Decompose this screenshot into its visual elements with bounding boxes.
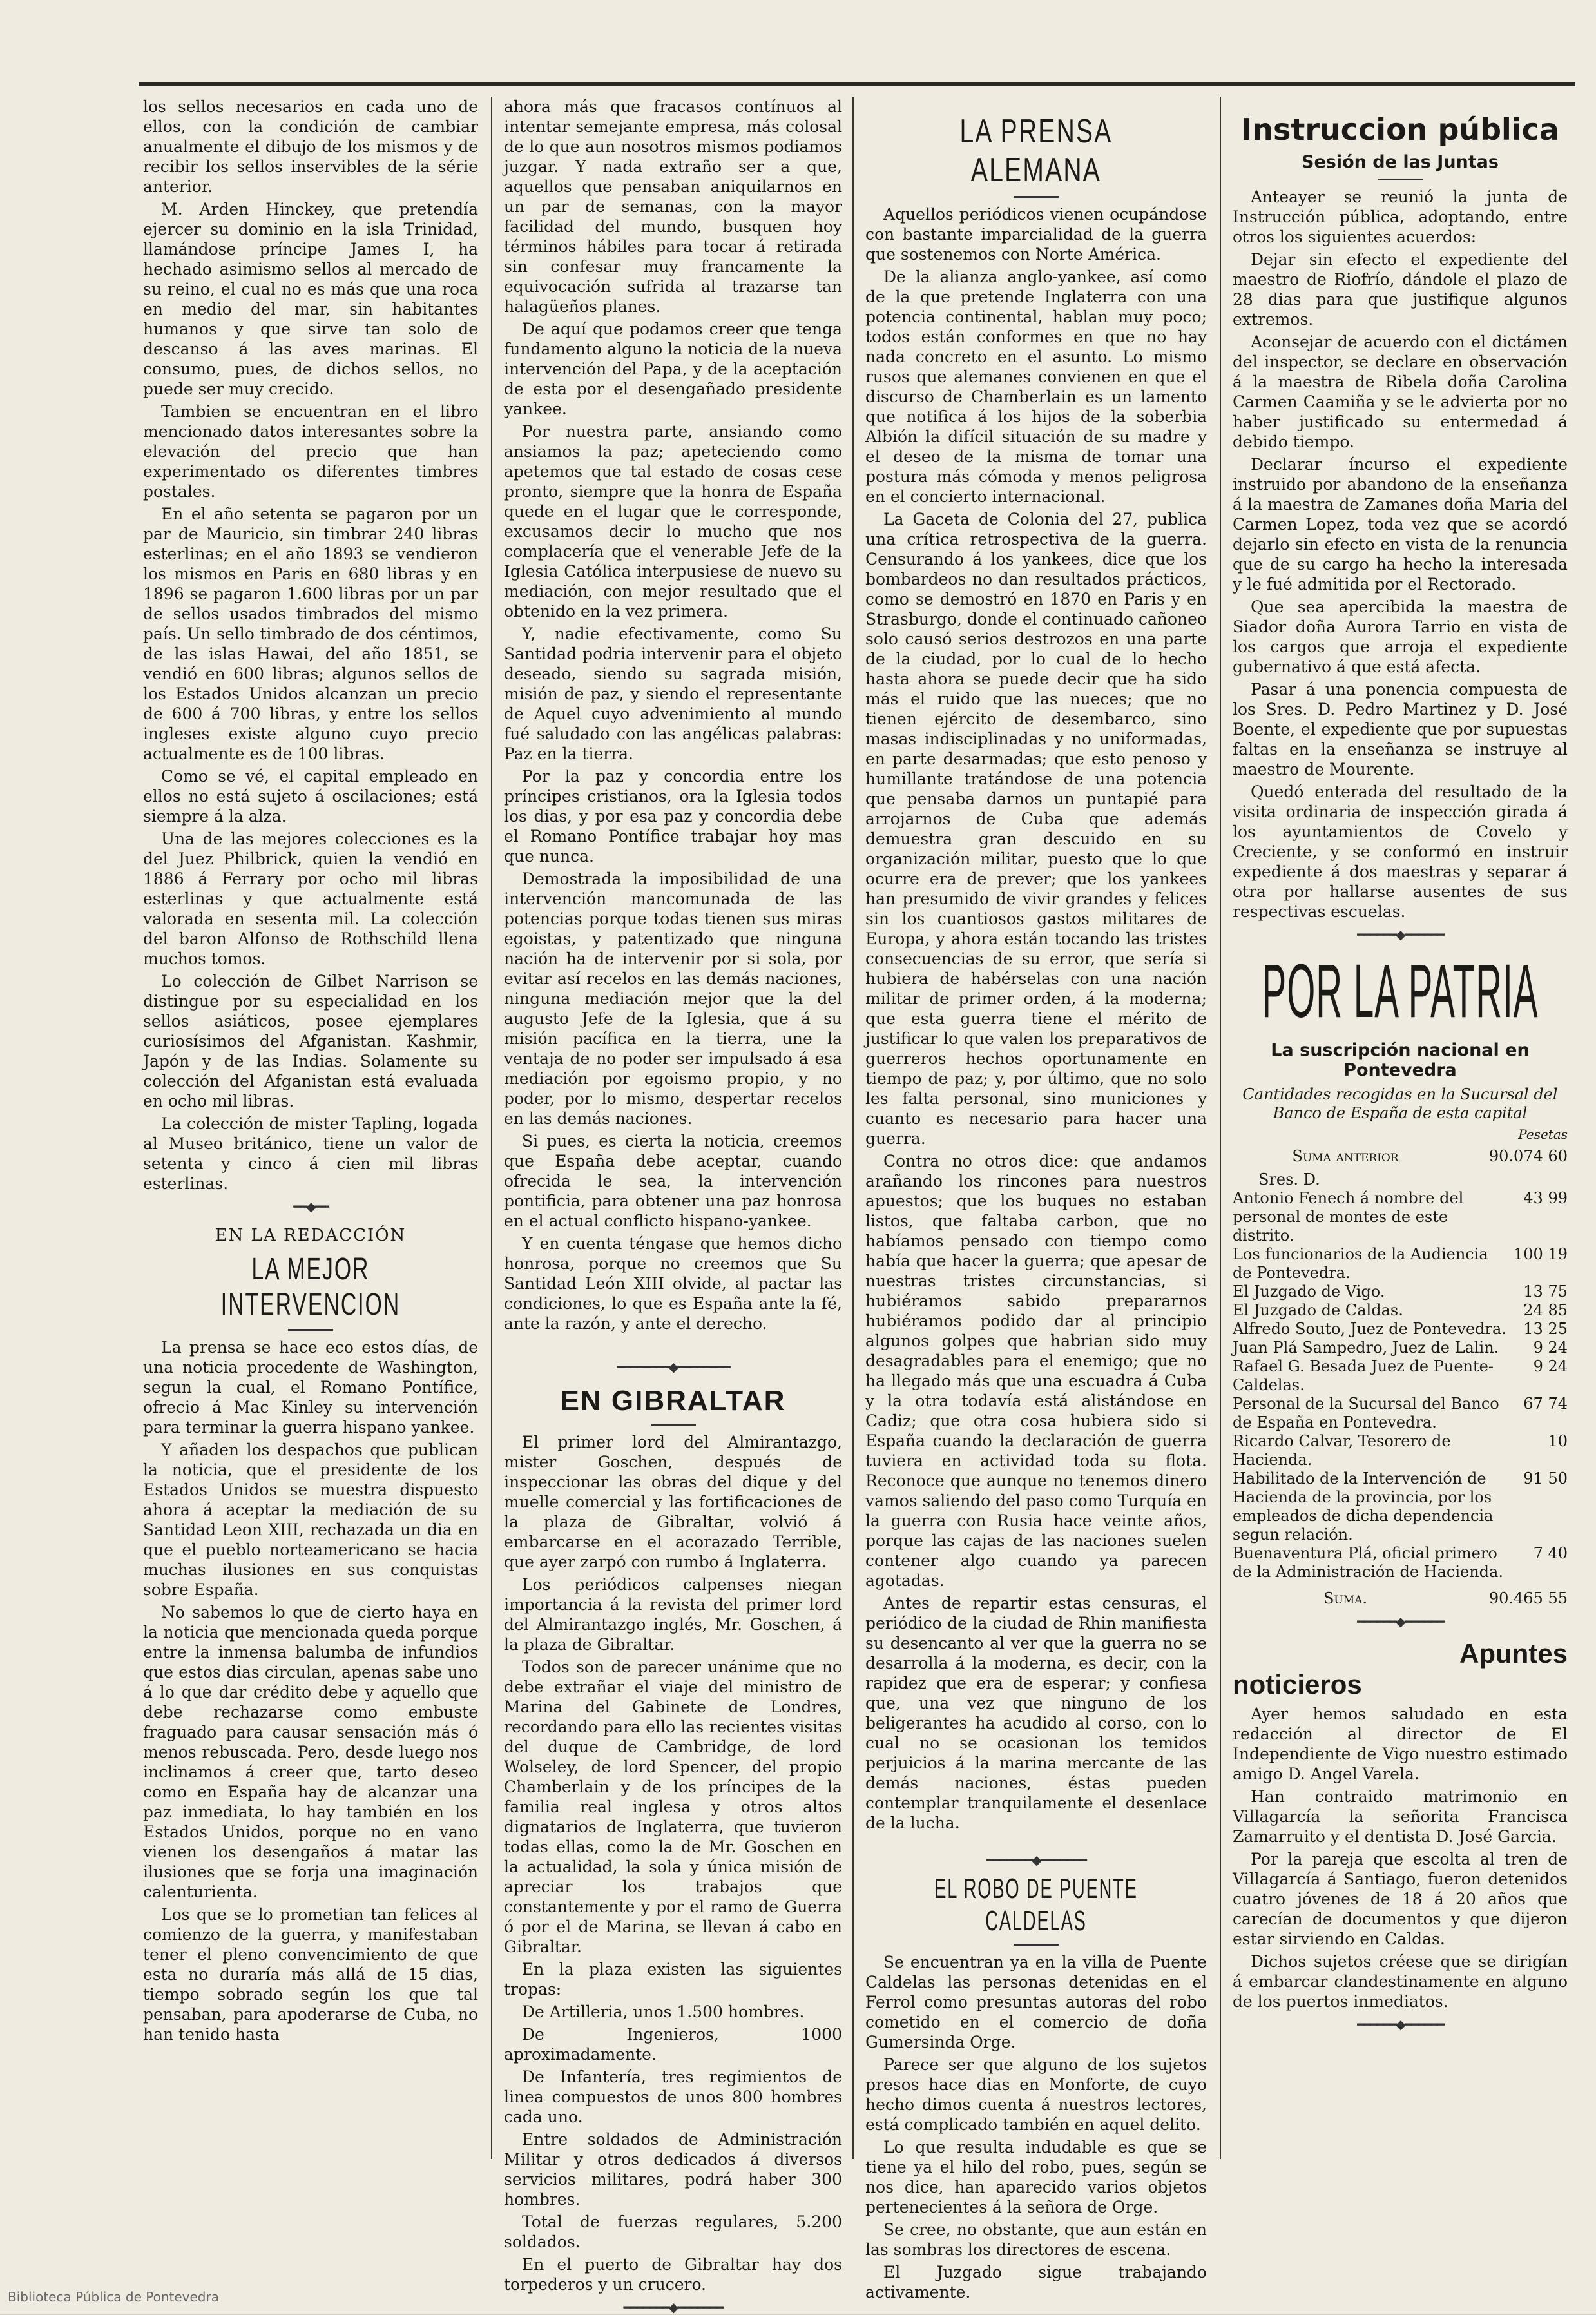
subhead-suscripcion: La suscripción nacional en Pontevedra	[1271, 1040, 1530, 1080]
donation-row	[1233, 1469, 1568, 1544]
paragraph: De Infantería, tres regimientos de linea compuestos de unos 800 hombres cada uno.	[504, 2068, 842, 2126]
paragraph: Aquellos periódicos vienen ocupándose con bastante imparcialidad de la guerra que sostenemos con Norte América.	[865, 205, 1207, 264]
donation-row	[1233, 1544, 1568, 1582]
paragraph: Todos son de parecer unánime que no debe extrañar el viaje del ministro de Marina del Gabinete de Londres, recordando para ello las recientes visitas del duque de Cambridge, de lord Wolseley, de lord Spencer, del propio Chamberlain y de los príncipes de la familia real inglesa y otros altos dignatarios de Inglaterra, que tuvieron todas ellas, como la de Mr. Goschen en la actualidad, la sola y única misión de apreciar los trabajos que constantemente y por el ramo de Guerra ó por el de Marina, se llevan á cabo en Gibraltar.	[504, 1658, 842, 1956]
short-rule	[1378, 179, 1423, 180]
article-apuntes	[1233, 1704, 1568, 2011]
paragraph: Por nuestra parte, ansiando como ansiamos la paz; apeteciendo como apetemos que tal estado de cosas cese pronto, siempre que la honra de España quede en el lugar que le corresponde, excusamos decir lo mucho que nos complacería que el venerable Jefe de la Iglesia Católica interpusiese de nuevo su mediación, con mejor resultado que el obtenido en la vez primera.	[504, 422, 842, 621]
subhead-sesion: Sesión de las Juntas	[1302, 152, 1499, 172]
donation-name: Los funcionarios de la Audiencia de Pontevedra.	[1233, 1245, 1488, 1282]
paragraph: Que sea apercibida la maestra de Siador doña Aurora Tarrio en vista de los cargos que arroja el expediente gubernativo á que está afecta.	[1233, 597, 1568, 676]
article-sellos	[143, 97, 478, 1194]
donation-amount: 10	[1548, 1432, 1568, 1450]
sum-total-row	[1233, 1588, 1568, 1609]
donation-name: Buenaventura Plá, oficial primero de la Administración de Hacienda.	[1233, 1544, 1503, 1581]
headline-prensa-alemana: LA PRENSA ALEMANA	[959, 113, 1113, 189]
sum-total-amount: 90.465 55	[1488, 1589, 1568, 1607]
sum-total-label: Suma.	[1323, 1589, 1368, 1607]
library-credit: Biblioteca Pública de Pontevedra	[8, 2289, 219, 2305]
paragraph: De aquí que podamos creer que tenga fundamento alguno la noticia de la nueva intervención del Papa, y de la aceptación de esta por el desengañado presidente yankee.	[504, 320, 842, 418]
column-divider	[1220, 97, 1221, 2159]
paragraph: Han contraido matrimonio en Villagarcía la señorita Francisca Zamarruito y el dentista D. José Garcia.	[1233, 1787, 1568, 1846]
column-divider	[491, 97, 492, 2159]
short-rule	[288, 1329, 333, 1331]
paragraph: En el año setenta se pagaron por un par de Mauricio, sin timbrar 240 libras esterlinas; en el año 1893 se vendieron los mismos en Paris en 680 libras y en 1896 se pagaron 1.600 libras por un par de sellos usados timbrados del mismo país. Un sello timbrado de dos céntimos, de las islas Hawai, del año 1851, se vendió en 600 libras; algunos sellos de los Estados Unidos alcanzan un precio de 600 á 700 libras, y entre los sellos ingleses existe alguno cuyo precio actualmente es de 100 libras.	[143, 505, 478, 763]
paragraph: Si pues, es cierta la noticia, creemos que España debe aceptar, cuando ofrecida le sea, la intervención pontificia, para obtener una paz honrosa en el actual conflicto hispano-yankee.	[504, 1132, 842, 1230]
apuntes-line1: Apuntes	[1459, 1638, 1568, 1669]
paragraph: Se encuentran ya en la villa de Puente Caldelas las personas detenidas en el Ferrol como presuntas autoras del robo cometido en el comercio de doña Gumersinda Orge.	[865, 1953, 1207, 2051]
ornament-divider: ━━━━━━━◆━━━━━━━	[623, 2300, 723, 2315]
donation-row	[1233, 1320, 1568, 1339]
paragraph: El primer lord del Almirantazgo, mister Goschen, después de inspeccionar las obras del dique y del muelle comercial y las fortificaciones de la plaza de Gibraltar, volvió á embarcarse en el acorazado Terrible, que ayer zarpó con rumbo á Inglaterra.	[504, 1433, 842, 1571]
donation-amount: 67 74	[1523, 1395, 1568, 1413]
paragraph: Por la pareja que escolta al tren de Villagarcía á Santiago, fueron detenidos cuatro jóvenes de 18 á 20 años que carecían de documentos y que dijeron estar sirviendo en Caldas.	[1233, 1850, 1568, 1948]
donation-row	[1233, 1395, 1568, 1432]
top-rule	[139, 82, 1575, 86]
donation-name: Habilitado de la Intervención de Hacienda de la provincia, por los empleados de dicha dependencia segun relación.	[1233, 1469, 1494, 1544]
paragraph: En la plaza existen las siguientes tropas:	[504, 1960, 842, 1999]
donation-amount: 9 24	[1533, 1339, 1568, 1357]
paragraph: De la alianza anglo-yankee, así como de la que pretende Inglaterra con una potencia continental, hablan muy poco; todos están conformes en que no hay nada concreto en el asunto. Lo mismo rusos que alemanes convienen en que el discurso de Chamberlain es un lamento que notifica á los hijos de la soberbia Albión la difícil situación de su madre y el deseo de la misma de tomar una postura más cómoda y menos peligrosa en el concierto internacional.	[865, 267, 1207, 506]
paragraph: De Ingenieros, 1000 aproximadamente.	[504, 2025, 842, 2064]
donations-list	[1233, 1189, 1568, 1582]
sum-previous-row	[1233, 1146, 1568, 1167]
italic-subtitle: Cantidades recogidas en la Sucursal del Banco de España de esta capital	[1242, 1085, 1558, 1122]
paragraph: Entre soldados de Administración Militar y otros dedicados á diversos servicios militares, podrá haber 300 hombres.	[504, 2130, 842, 2209]
donation-amount: 91 50	[1523, 1469, 1568, 1487]
column-2	[504, 97, 842, 2315]
paragraph: Antes de repartir estas censuras, el periódico de la ciudad de Rhin manifiesta su desencanto al ver que la guerra no se desarrolla á la moderna, es decir, con la rapidez que era de esperar; y confiesa que, una vez que ninguno de los beligerantes ha acudido al corso, con lo cual no se ocasionan los temidos perjuicios á la marina mercante de las demás naciones, éstas pueden contemplar tranquilamente el desenlace de la lucha.	[865, 1594, 1207, 1832]
paragraph: Tambien se encuentran en el libro mencionado datos interesantes sobre la elevación del precio que han experimentado os diferentes timbres postales.	[143, 402, 478, 501]
paragraph: Como se vé, el capital empleado en ellos no está sujeto á oscilaciones; está siempre á la alza.	[143, 767, 478, 826]
donation-amount: 13 75	[1523, 1283, 1568, 1301]
paragraph: Pasar á una ponencia compuesta de los Sres. D. Pedro Martinez y D. José Boente, el expediente que por supuestas faltas en la enseñanza se instruye al maestro de Mourente.	[1233, 680, 1568, 779]
sum-previous-label: Suma anterior	[1292, 1147, 1399, 1165]
paragraph: Lo que resulta indudable es que se tiene ya el hilo del robo, pues, según se nos dice, han aparecido varios objetos pertenecientes á la señora de Orge.	[865, 2138, 1207, 2216]
headline-gibraltar: EN GIBRALTAR	[560, 1385, 786, 1417]
paragraph: Quedó enterada del resultado de la visita ordinaria de inspección girada á los ayuntamientos de Covelo y Creciente, y se conformó en instruir expediente á dos maestras y separar á otra por hallarse ausentes de sus respectivas escuelas.	[1233, 782, 1568, 921]
donation-amount: 100 19	[1514, 1245, 1568, 1263]
donation-name: El Juzgado de Vigo.	[1233, 1283, 1385, 1301]
headline-instruccion: Instruccion pública	[1241, 112, 1559, 147]
headline-apuntes	[1233, 1638, 1568, 1700]
paragraph: Y en cuenta téngase que hemos dicho honrosa, porque no creemos que Su Santidad León XIII olvide, al pactar las condiciones, lo que es España ante la fé, ante la razón, y ante el derecho.	[504, 1234, 842, 1333]
donation-amount: 13 25	[1523, 1320, 1568, 1338]
srs-label: Sres. D.	[1258, 1170, 1320, 1188]
column-3	[865, 97, 1207, 2301]
short-rule	[651, 1424, 696, 1426]
paragraph: Lo colección de Gilbet Narrison se distingue por su especialidad en los sellos asiáticos, posee ejemplares curiosísimos del Afganistan. Kashmir, Japón y de las Indias. Solamente su colección del Afganistan está evaluada en ocho mil libras.	[143, 972, 478, 1110]
paragraph: Total de fuerzas regulares, 5.200 soldados.	[504, 2213, 842, 2251]
paragraph: No sabemos lo que de cierto haya en la noticia que mencionada queda porque entre la inmensa balumba de infundios que estos dias circulan, apenas sabe uno á lo que dar crédito debe y aquello que debe rechazarse como embuste fraguado para causar sensación más ó menos rebuscada. Pero, desde luego nos inclinamos á creer que, tarto deseo como en España hay de alcanzar una paz inmediata, lo hay también en los Estados Unidos, porque no en vano vienen los desengaños á matar las ilusiones que se forja una imaginación calenturienta.	[143, 1603, 478, 1901]
ornament-divider: ━━━━━━◆━━━━━━	[1357, 927, 1443, 942]
donation-amount: 7 40	[1533, 1544, 1568, 1562]
column-4	[1233, 97, 1568, 2236]
column-1	[143, 97, 478, 2236]
section-label: EN LA REDACCIÓN	[215, 1226, 407, 1245]
ornament-divider: ━━━━━━━◆━━━━━━━	[986, 1852, 1086, 1868]
article-gibraltar	[504, 1432, 842, 2294]
headline-intervencion: LA MEJOR INTERVENCION	[220, 1252, 401, 1322]
paragraph: Parece ser que alguno de los sujetos presos hace dias en Monforte, de cuyo hecho dimos cuenta á nuestros lectores, está complicado también en aquel delito.	[865, 2055, 1207, 2134]
apuntes-line2: noticieros	[1233, 1669, 1362, 1700]
donation-row	[1233, 1245, 1568, 1283]
donation-name: Rafael G. Besada Juez de Puente-Caldelas.	[1233, 1357, 1494, 1394]
ornament-divider: ━━◆━━	[293, 1199, 328, 1214]
paragraph: Se cree, no obstante, que aun están en las sombras los directores de escena.	[865, 2220, 1207, 2259]
paragraph: Y añaden los despachos que publican la noticia, que el presidente de los Estados Unidos se muestra dispuesto ahora á aceptar la mediación de su Santidad Leon XIII, rechazada un dia en que el pueblo norteamericano se hacia muchas ilusiones en sus conquistas sobre España.	[143, 1440, 478, 1599]
short-rule	[1014, 196, 1059, 198]
column-divider	[852, 97, 854, 2159]
ornament-divider: ━━━━━━◆━━━━━━	[1357, 2017, 1443, 2032]
paragraph: Los que se lo prometian tan felices al comienzo de la guerra, y manifestaban tener el pleno convencimiento de que esta no duraría más allá de 15 dias, tiempo sobrado según los que tal pensaban, para apoderarse de Cuba, no han tenido hasta	[143, 1905, 478, 2044]
donation-amount: 24 85	[1523, 1301, 1568, 1319]
donation-amount: 43 99	[1523, 1189, 1568, 1207]
paragraph: Anteayer se reunió la junta de Instrucción pública, adoptando, entre otros los siguientes acuerdos:	[1233, 188, 1568, 246]
paragraph: Dejar sin efecto el expediente del maestro de Riofrío, dándole el plazo de 28 dias para que justifique algunos extremos.	[1233, 250, 1568, 329]
headline-robo: EL ROBO DE PUENTE CALDELAS	[934, 1873, 1138, 1937]
donation-name: Personal de la Sucursal del Banco de España en Pontevedra.	[1233, 1395, 1499, 1431]
donation-name: El Juzgado de Caldas.	[1233, 1301, 1403, 1319]
paragraph: Dichos sujetos créese que se dirigían á embarcar clandestinamente en alguno de los puertos inmediatos.	[1233, 1952, 1568, 2011]
ornament-divider: ━━━━━━━━◆━━━━━━━━	[617, 1359, 729, 1375]
paragraph: Una de las mejores colecciones es la del Juez Philbrick, quien la vendió en 1886 á Ferrary por ocho mil libras esterlinas y que actualmente está valorada en sesenta mil. La colección del baron Alfonso de Rothschild llena muchos tomos.	[143, 829, 478, 968]
paragraph: El Juzgado sigue trabajando activamente.	[865, 2263, 1207, 2301]
paragraph: Contra no otros dice: que andamos arañando los rincones para nuestros apuestos; que los buques no estaban listos, que faltaba carbon, que no habíamos pensado con tiempo como había que hacer la guerra; que apesar de nuestras tristes circunstancias, si hubiéramos sabido prepararnos hubiéramos podido dar al principio algunos golpes que habrian sido muy desagradables para el enemigo; que no ha llegado más que una escuadra á Cuba y la otra todavía está alistándose en Cadiz; que otra cosa hubiera sido si España cuando la declaración de guerra tuviera en actividad toda su flota. Reconoce que aunque no tenemos dinero vamos saliendo del paso como Turquía en la guerra con Rusia hace veinte años, porque las cajas de las naciones suelen contener algo cuando ya parecen agotadas.	[865, 1152, 1207, 1590]
paragraph: La Gaceta de Colonia del 27, publica una crítica retrospectiva de la guerra. Censurando á los yankees, dice que los bombardeos no dan resultados prácticos, como se demostró en 1870 en Paris y en Strasburgo, donde el continuado cañoneo solo causó serios destrozos en una parte de la ciudad, por lo cual de lo hecho hasta ahora se puede decir que ha sido más el ruido que las nueces; que no tienen ejército de desembarco, sino masas indisciplinadas y no uniformadas, en parte desarmadas; que esto penoso y humillante tratándose de una potencia que pensaba darnos un puntapié para arrojarnos de Cuba que además demuestra gran descuido en su organización militar, puesto que lo que ocurre era de prever; que los yankees han presumido de vivir grandes y felices sin los cuantiosos gastos militares de Europa, y ahora están tocando las tristes consecuencias de su error, que sería si hubiera de habérselas con una nación militar de primer orden, á la moderna; que esta guerra tiene el mérito de justificar lo que valen los preparativos de guerreros hechos oportunamente en tiempo de paz; y, por último, que no solo les falta personal, sino municiones y cuanto es necesario para hacer una guerra.	[865, 510, 1207, 1148]
paragraph: los sellos necesarios en cada uno de ellos, con la condición de cambiar anualmente el dibujo de los mismos y de recibir los sellos inservibles de la série anterior.	[143, 97, 478, 196]
paragraph: Por la paz y concordia entre los príncipes cristianos, ora la Iglesia todos los dias, y por esa paz y concordia debe el Romano Pontífice trabajar hoy mas que nunca.	[504, 767, 842, 866]
article-prensa-alemana	[865, 204, 1207, 1833]
sum-previous-amount: 90.074 60	[1488, 1147, 1568, 1165]
headline-por-la-patria: POR LA PATRIA	[1262, 949, 1539, 1034]
paragraph: Y, nadie efectivamente, como Su Santidad podria intervenir para el objeto deseado, siendo su sagrada misión, misión de paz, y siendo el representante de Aquel cuyo advenimiento al mundo fué saludado con las angélicas palabras: Paz en la tierra.	[504, 625, 842, 763]
srs-label-row	[1233, 1170, 1568, 1189]
paragraph: M. Arden Hinckey, que pretendía ejercer su dominio en la isla Trinidad, llamándose príncipe James I, ha hechado asimismo sellos al mercado de su reino, el cual no es más que una roca en medio del mar, sin habitantes humanos y que sirve tan solo de descanso á las aves marinas. El consumo, pues, de dichos sellos, no puede ser muy crecido.	[143, 200, 478, 398]
donation-name: Juan Plá Sampedro, Juez de Lalin.	[1233, 1339, 1499, 1357]
donation-row	[1233, 1339, 1568, 1357]
ornament-divider: ━━━━━━◆━━━━━━	[1357, 1614, 1443, 1629]
paragraph: Aconsejar de acuerdo con el dictámen del inspector, se declare en observación á la maestra de Ribela doña Carolina Carmen Caamiña y se le advierta por no haber justificado su entermedad á debido tiempo.	[1233, 333, 1568, 451]
article-robo	[865, 1952, 1207, 2302]
paragraph: La colección de mister Tapling, logada al Museo británico, tiene un valor de setenta y cinco á cien mil libras esterlinas.	[143, 1114, 478, 1193]
donation-name: Alfredo Souto, Juez de Pontevedra.	[1233, 1320, 1506, 1338]
paragraph: Los periódicos calpenses niegan importancia á la revista del primer lord del Almirantazgo inglés, Mr. Goschen, á la plaza de Gibraltar.	[504, 1575, 842, 1654]
donation-row	[1233, 1432, 1568, 1469]
donation-row	[1233, 1283, 1568, 1301]
article-instruccion	[1233, 187, 1568, 922]
pesetas-label: Pesetas	[1518, 1127, 1568, 1142]
donation-name: Antonio Fenech á nombre del personal de montes de este distrito.	[1233, 1189, 1464, 1245]
paragraph: ahora más que fracasos contínuos al intentar semejante empresa, más colosal de lo que aun nosotros mismos podiamos juzgar. Y nada extraño ser a que, aquellos que pensaban aniquilarnos en un par de semanas, con la mayor facilidad del mundo, busquen hoy términos hábiles para tocar á retirada sin confesar muy francamente la equivocación sufrida al trazarse tan halagüeños planes.	[504, 97, 842, 316]
paragraph: En el puerto de Gibraltar hay dos torpederos y un crucero.	[504, 2255, 842, 2294]
paragraph: La prensa se hace eco estos días, de una noticia procedente de Washington, segun la cual, el Romano Pontífice, ofrecio á Mac Kinley su intervención para terminar la guerra hispano yankee.	[143, 1338, 478, 1437]
article-intervencion-cont	[504, 97, 842, 1333]
paragraph: Declarar íncurso el expediente instruido por abandono de la enseñanza á la maestra de Zamanes doña Maria del Carmen Lopez, toda vez que se acordó dejarlo sin efecto en vista de la renuncia que de su cargo ha hecho la interesada y le fué admitida por el Rectorado.	[1233, 455, 1568, 594]
donation-name: Ricardo Calvar, Tesorero de Hacienda.	[1233, 1432, 1451, 1469]
short-rule	[1014, 1944, 1059, 1946]
paragraph: Demostrada la imposibilidad de una intervención mancomunada de las potencias porque todas tienen sus miras egoistas, y patentizado que ninguna nación ha de intervenir por si sola, por evitar así recelos en las demás naciones, ninguna mediación mejor que la del augusto Jefe de la Iglesia, que á su misión pacífica en la tierra, une la ventaja de no poder ser impulsado á esa mediación por egoismo propio, y no poder, por lo mismo, despertar recelos en las demás naciones.	[504, 869, 842, 1128]
paragraph: Ayer hemos saludado en esta redacción al director de El Independiente de Vigo nuestro estimado amigo D. Angel Varela.	[1233, 1705, 1568, 1783]
paragraph: De Artilleria, unos 1.500 hombres.	[522, 2002, 805, 2021]
donation-row	[1233, 1301, 1568, 1320]
donation-amount: 9 24	[1533, 1357, 1568, 1375]
donation-row	[1233, 1357, 1568, 1395]
donation-row	[1233, 1189, 1568, 1245]
article-intervencion	[143, 1337, 478, 2044]
